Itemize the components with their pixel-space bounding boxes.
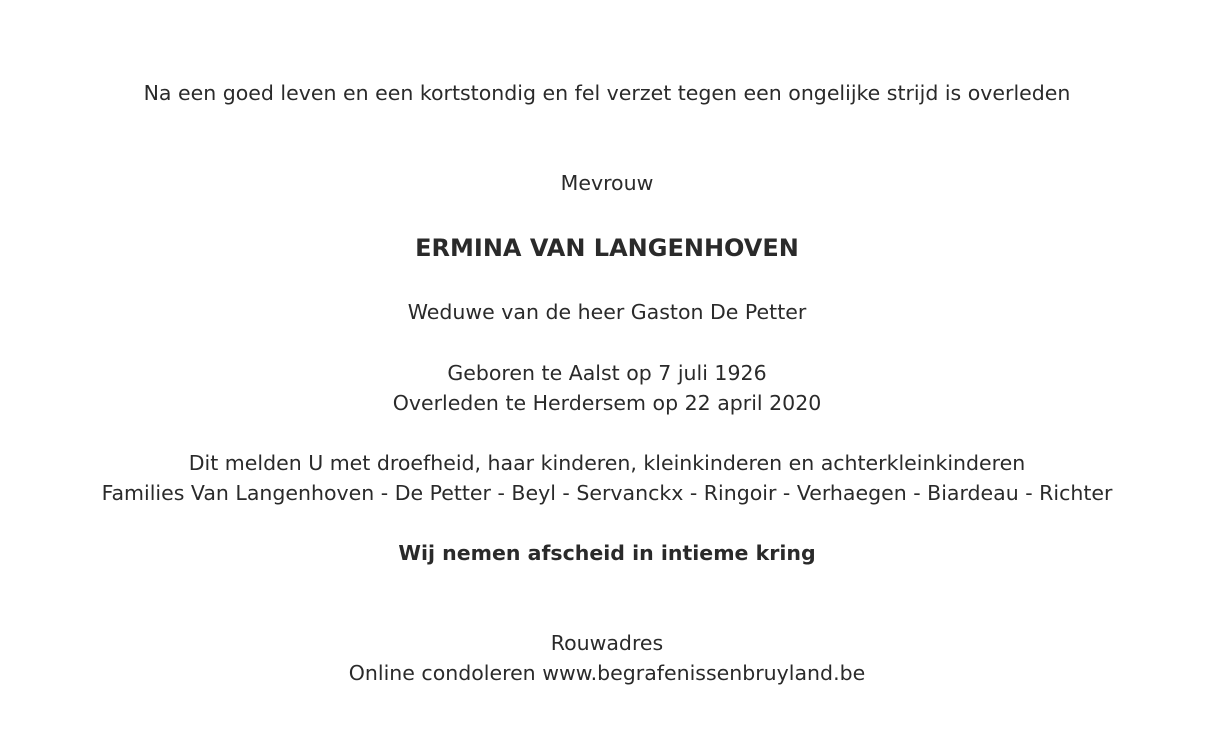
announcement-line: Dit melden U met droefheid, haar kinderen, kleinkinderen en achterkleinkinderen [188, 451, 1026, 475]
address-label: Rouwadres [550, 631, 664, 655]
birth-line: Geboren te Aalst op 7 juli 1926 [447, 361, 767, 385]
death-line: Overleden te Herdersem op 22 april 2020 [392, 391, 822, 415]
condolence-line: Online condoleren www.begrafenissenbruyland.be [348, 661, 866, 685]
deceased-name: ERMINA VAN LANGENHOVEN [415, 234, 799, 262]
salutation: Mevrouw [560, 171, 654, 195]
families-line: Families Van Langenhoven - De Petter - Beyl - Servanckx - Ringoir - Verhaegen - Biardeau - Richter [101, 481, 1113, 505]
widow-line: Weduwe van de heer Gaston De Petter [407, 300, 807, 324]
farewell-line: Wij nemen afscheid in intieme kring [398, 541, 816, 565]
intro-text: Na een goed leven en een kortstondig en fel verzet tegen een ongelijke strijd is overleden [143, 81, 1071, 105]
